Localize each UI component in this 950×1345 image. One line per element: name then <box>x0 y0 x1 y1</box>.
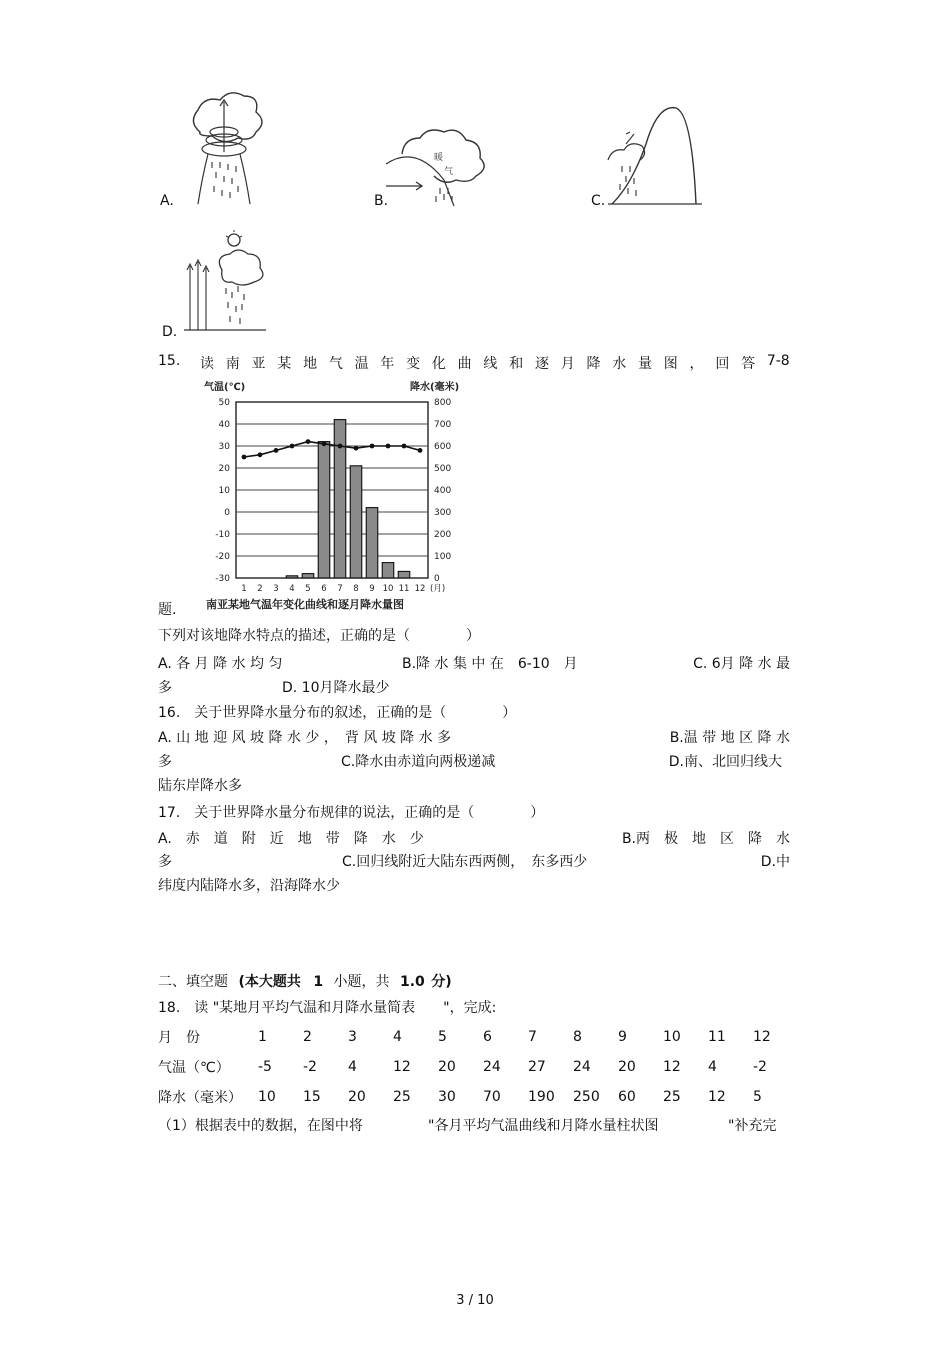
chart-xtick: 9 <box>369 584 375 594</box>
chart-temp-point <box>338 444 343 449</box>
q15-stem-char: 某 <box>277 356 292 372</box>
chart-xlabel-unit: (月) <box>430 584 446 594</box>
table-cell: 20 <box>618 1059 636 1075</box>
chart-xtick: 4 <box>289 584 295 594</box>
chart-xtick: 8 <box>353 584 359 594</box>
chart-ytick-left: -10 <box>215 530 230 540</box>
q15-stem-char: 年 <box>380 356 395 372</box>
q18-sub1-end: "补充完 <box>728 1118 777 1134</box>
chart-temp-point <box>258 452 263 457</box>
chart-xtick: 6 <box>321 584 327 594</box>
q15-stem-char: 量 <box>638 356 653 372</box>
q18-stem: 18. 读 "某地月平均气温和月降水量简表 "，完成: <box>158 1000 497 1016</box>
option-c-label: C. <box>591 193 606 209</box>
table-cell: 4 <box>708 1059 717 1075</box>
chart-xtick: 2 <box>257 584 263 594</box>
table-cell: -2 <box>753 1059 767 1075</box>
table-row-label: 气温（℃） <box>158 1060 230 1076</box>
table-row <box>158 1082 798 1112</box>
chart-temp-point <box>242 455 247 460</box>
option-a-label: A. <box>160 193 174 209</box>
option-b-label: B. <box>374 193 389 209</box>
chart-ytick-right: 200 <box>434 530 452 540</box>
chart-precip-bar <box>382 563 394 578</box>
q15-option-a: A. 各 月 降 水 均 匀 <box>158 656 283 672</box>
table-cell: 7 <box>528 1029 537 1045</box>
table-cell: -5 <box>258 1059 272 1075</box>
chart-temp-point <box>306 439 311 444</box>
sketch-convection-rain <box>180 92 270 210</box>
chart-title: 南亚某地气温年变化曲线和逐月降水量图 <box>206 598 404 611</box>
chart-precip-bar <box>318 442 330 578</box>
chart-temp-point <box>290 444 295 449</box>
table-row <box>158 1052 798 1082</box>
chart-temp-point <box>274 448 279 453</box>
sketch-orographic-rain <box>604 104 704 208</box>
table-cell: 15 <box>303 1089 321 1105</box>
q15-stem-tail: 题. <box>158 602 177 618</box>
chart-ytick-right: 100 <box>434 552 452 562</box>
table-row <box>158 1022 798 1052</box>
q15-option-c: C. 6月 降 水 最 <box>693 656 790 672</box>
table-cell: 20 <box>348 1089 366 1105</box>
chart-ytick-left: -30 <box>215 574 230 584</box>
chart-xtick: 1 <box>241 584 247 594</box>
table-cell: 70 <box>483 1089 501 1105</box>
chart-precip-bar <box>334 420 346 578</box>
chart-precip-bar <box>286 576 298 578</box>
chart-ytick-left: 40 <box>218 420 230 430</box>
table-cell: 3 <box>348 1029 357 1045</box>
q15-stem-char: 温 <box>354 356 369 372</box>
q17-option-b: B.两 极 地 区 降 水 <box>621 831 790 847</box>
section-heading-detail-2: 小题，共 <box>333 974 390 990</box>
section-heading <box>158 971 452 991</box>
q16-stem: 16. 关于世界降水量分布的叙述，正确的是（ ） <box>158 705 517 721</box>
chart-xtick: 12 <box>414 584 426 594</box>
section-heading-unit: 分) <box>431 974 452 990</box>
q15-stem-char: 曲 <box>457 356 472 372</box>
table-cell: 27 <box>528 1059 546 1075</box>
table-cell: 12 <box>753 1029 771 1045</box>
table-cell: -2 <box>303 1059 317 1075</box>
section-heading-score: 1.0 <box>399 974 425 990</box>
chart-precip-bar <box>366 508 378 578</box>
table-cell: 1 <box>258 1029 267 1045</box>
q16-options-row <box>158 727 790 747</box>
chart-xtick: 5 <box>305 584 311 594</box>
table-cell: 4 <box>393 1029 402 1045</box>
q15-stem-char: 水 <box>612 356 627 372</box>
q18-sub1-quote: "各月平均气温曲线和月降水量柱状图 <box>428 1118 659 1134</box>
option-d-label: D. <box>162 324 178 340</box>
table-cell: 250 <box>573 1089 600 1105</box>
table-cell: 2 <box>303 1029 312 1045</box>
q15-stem-char: 降 <box>586 356 601 372</box>
chart-temp-point <box>370 444 375 449</box>
svg-text:气: 气 <box>444 167 454 177</box>
chart-temp-point <box>418 448 423 453</box>
q15-stem-char: 变 <box>406 356 421 372</box>
q15-stem-char: 月 <box>560 356 575 372</box>
chart-xtick: 10 <box>382 584 394 594</box>
q16-option-c: C.降水由赤道向两极递减 <box>341 754 496 770</box>
q16-option-d: D.南、北回归线大 <box>668 754 782 770</box>
table-cell: 12 <box>393 1059 411 1075</box>
chart-ytick-left: 10 <box>218 486 230 496</box>
chart-ytick-left: 30 <box>218 442 230 452</box>
q17-option-c: C.回归线附近大陆东西两侧， 东多西少 <box>342 854 588 870</box>
sketch-frontal-rain <box>384 124 494 210</box>
table-row-label: 降水（毫米） <box>158 1090 242 1106</box>
chart-ytick-right: 600 <box>434 442 452 452</box>
chart-xtick: 7 <box>337 584 343 594</box>
table-cell: 12 <box>708 1089 726 1105</box>
q15-stem-char: 回 <box>715 356 730 372</box>
chart-precip-bar <box>302 574 314 578</box>
climate-chart-svg <box>196 376 476 616</box>
table-cell: 190 <box>528 1089 555 1105</box>
chart-temp-point <box>402 444 407 449</box>
chart-ytick-right: 0 <box>434 574 440 584</box>
q15-stem-char: 逐 <box>534 356 549 372</box>
q15-stem-char: ， <box>689 356 704 372</box>
q15-stem-char: 化 <box>431 356 446 372</box>
chart-ytick-right: 800 <box>434 398 452 408</box>
q15-stem-char: 线 <box>483 356 498 372</box>
q18-sub1 <box>158 1115 363 1135</box>
chart-ytick-left: 50 <box>218 398 230 408</box>
table-cell: 5 <box>438 1029 447 1045</box>
chart-temp-point <box>354 446 359 451</box>
chart-ytick-left: 0 <box>224 508 230 518</box>
sketch-convective-sun-rain <box>182 230 268 334</box>
q15-stem-char: 图 <box>663 356 678 372</box>
table-cell: 25 <box>393 1089 411 1105</box>
table-cell: 12 <box>663 1059 681 1075</box>
table-cell: 25 <box>663 1089 681 1105</box>
q15-option-b: B.降 水 集 中 在 6-10 月 <box>402 656 578 672</box>
chart-ytick-right: 700 <box>434 420 452 430</box>
q16-option-a: A. 山 地 迎 风 坡 降 水 少 ， 背 风 坡 降 水 多 <box>158 730 452 746</box>
q15-option-d: D. 10月降水最少 <box>282 680 390 696</box>
q17-options-row-2 <box>158 851 790 871</box>
q15-stem-char: 和 <box>509 356 524 372</box>
climate-table <box>158 1022 798 1112</box>
q15-stem-char: 气 <box>328 356 343 372</box>
chart-precip-bar <box>398 571 410 578</box>
table-cell: 11 <box>708 1029 726 1045</box>
q15-stem-char: 答 <box>741 356 756 372</box>
chart-temp-point <box>386 444 391 449</box>
q18-sub1-part-a: （1）根据表中的数据，在图中将 <box>158 1118 363 1134</box>
chart-ylabel-right: 降水(毫米) <box>410 382 460 393</box>
q17-option-d-cont: 纬度内陆降水多，沿海降水少 <box>158 878 340 894</box>
q17-option-a: A. 赤 道 附 近 地 带 降 水 少 <box>158 831 424 847</box>
chart-xtick: 3 <box>273 584 279 594</box>
table-cell: 20 <box>438 1059 456 1075</box>
table-cell: 9 <box>618 1029 627 1045</box>
table-cell: 24 <box>483 1059 501 1075</box>
q15-option-c-cont: 多 <box>158 680 172 696</box>
q16-option-d-cont: 陆东岸降水多 <box>158 778 242 794</box>
q16-options-row-2 <box>158 751 790 771</box>
q17-stem: 17. 关于世界降水量分布规律的说法，正确的是（ ） <box>158 805 545 821</box>
svg-text:暖: 暖 <box>434 153 444 163</box>
q17-option-b-cont: 多 <box>158 854 172 870</box>
chart-ytick-right: 400 <box>434 486 452 496</box>
chart-xtick: 11 <box>398 584 410 594</box>
q17-option-d: D.中 <box>760 854 790 870</box>
table-cell: 6 <box>483 1029 492 1045</box>
chart-ylabel-left: 气温(℃) <box>204 382 246 393</box>
q15-stem-char: 7-8 <box>766 353 790 369</box>
q15-stem-char: 地 <box>303 356 318 372</box>
q17-options-row <box>158 828 790 848</box>
table-cell: 5 <box>753 1089 762 1105</box>
chart-temp-point <box>322 441 327 446</box>
table-cell: 30 <box>438 1089 456 1105</box>
table-cell: 24 <box>573 1059 591 1075</box>
table-cell: 10 <box>663 1029 681 1045</box>
q15-number: 15. <box>158 353 181 369</box>
table-cell: 8 <box>573 1029 582 1045</box>
table-cell: 4 <box>348 1059 357 1075</box>
section-heading-count: 1 <box>313 974 324 990</box>
page-number: 3 / 10 <box>456 1293 494 1308</box>
table-cell: 60 <box>618 1089 636 1105</box>
q15-options-row <box>158 653 790 673</box>
section-heading-title: 二、填空题 <box>158 974 228 990</box>
chart-ytick-left: 20 <box>218 464 230 474</box>
q16-option-b: B.温 带 地 区 降 水 <box>669 730 790 746</box>
climate-chart <box>196 376 476 620</box>
q15-stem-char: 读 <box>200 356 214 372</box>
table-cell: 10 <box>258 1089 276 1105</box>
q15-question: 下列对该地降水特点的描述，正确的是（ ） <box>158 628 480 644</box>
chart-ytick-right: 500 <box>434 464 452 474</box>
q15-stem-char: 亚 <box>251 356 266 372</box>
chart-ytick-right: 300 <box>434 508 452 518</box>
chart-precip-bar <box>350 466 362 578</box>
q16-option-b-cont: 多 <box>158 754 172 770</box>
q15-stem <box>200 353 790 373</box>
q15-stem-char: 南 <box>225 356 240 372</box>
table-row-label: 月 份 <box>158 1030 200 1046</box>
section-heading-detail: (本大题共 <box>238 974 301 990</box>
chart-ytick-left: -20 <box>215 552 230 562</box>
